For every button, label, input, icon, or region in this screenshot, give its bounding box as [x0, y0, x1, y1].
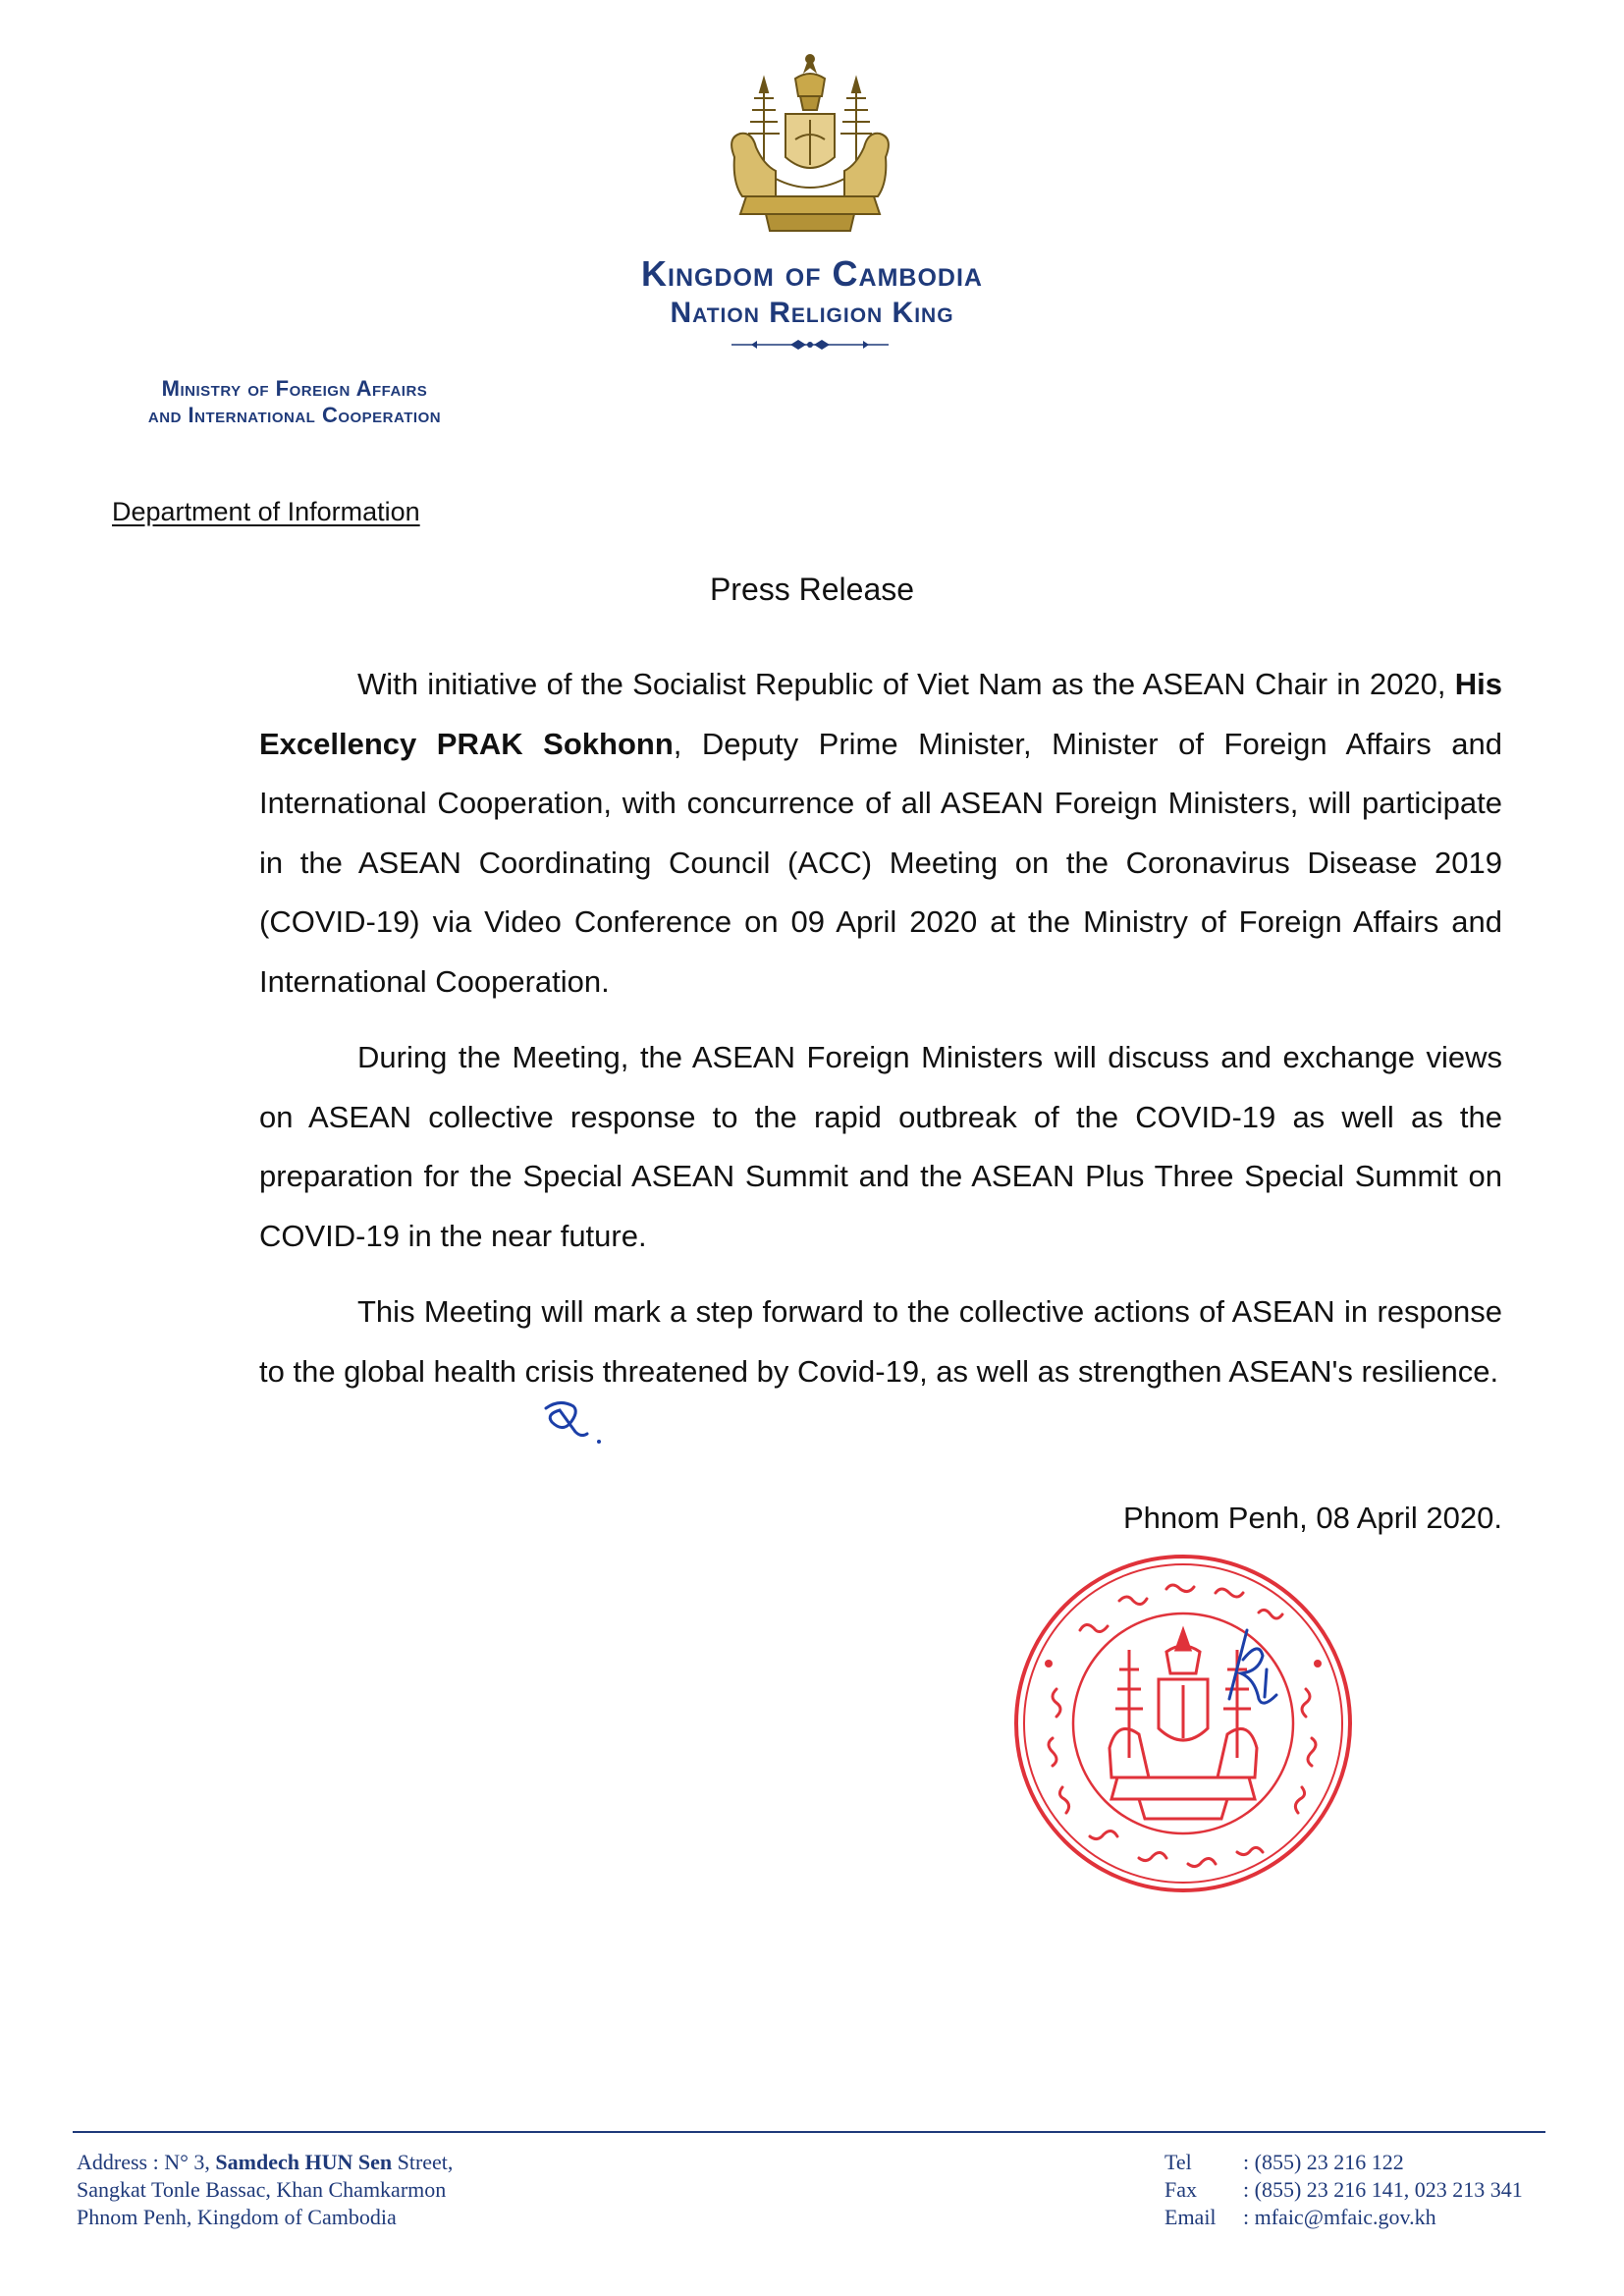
minister-name: His Excellency PRAK Sokhonn — [259, 667, 1502, 761]
paragraph-1-rest: , Deputy Prime Minister, Minister of Foreign Affairs and International Cooperation, with concurrence of all ASEAN Foreign Ministers, will participate in the ASEAN Coordinating Council (ACC) Meeting on the Coronavirus Disease 2019 (COVID-19) via Video Conference on 09 April 2020 at the Ministry of Foreign Affairs and International Cooperation. — [259, 726, 1502, 999]
national-motto: Nation Religion King — [670, 297, 954, 329]
paragraph-3-text: This Meeting will mark a step forward to the collective actions of ASEAN in response to the global health crisis threatened by Covid-19, as well as strengthen ASEAN's resilience. — [259, 1294, 1502, 1389]
paragraph-1 — [259, 655, 1502, 1011]
address-line-1 — [77, 2149, 666, 2176]
fax-label: Fax — [1164, 2177, 1197, 2202]
address-street-suffix: Street, — [392, 2150, 454, 2174]
email-value[interactable]: : mfaic@mfaic.gov.kh — [1243, 2205, 1436, 2229]
email-label: Email — [1164, 2205, 1217, 2229]
handwritten-initials — [540, 1394, 609, 1451]
tel-row — [1164, 2149, 1577, 2176]
fax-value: : (855) 23 216 141, 023 213 341 — [1243, 2177, 1523, 2202]
paragraph-1-lead: With initiative of the Socialist Republic of Viet Nam as the ASEAN Chair in 2020, — [357, 667, 1455, 701]
paragraph-3 — [259, 1283, 1502, 1401]
fax-row — [1164, 2176, 1577, 2204]
place-and-date: Phnom Penh, 08 April 2020. — [1122, 1501, 1502, 1535]
address-prefix: Address : N° 3, — [77, 2150, 216, 2174]
royal-arms-emblem — [707, 49, 913, 241]
paragraph-2 — [259, 1028, 1502, 1266]
department-heading: Department of Information — [112, 497, 420, 526]
email-row — [1164, 2204, 1577, 2231]
paragraph-2-text: During the Meeting, the ASEAN Foreign Ministers will discuss and exchange views on ASEAN collective response to the rapid outbreak of the COVID-19 as well as the preparation for the Special ASEAN Summit and the ASEAN Plus Three Special Summit on COVID-19 in the near future. — [259, 1040, 1502, 1253]
official-seal — [1001, 1542, 1365, 1905]
ministry-name-line2: and International Cooperation — [147, 403, 442, 427]
footer-address — [77, 2149, 666, 2231]
tel-label: Tel — [1164, 2150, 1192, 2174]
divider-ornament — [731, 338, 889, 352]
address-line-3: Phnom Penh, Kingdom of Cambodia — [77, 2205, 397, 2229]
address-line-2: Sangkat Tonle Bassac, Khan Chamkarmon — [77, 2177, 447, 2202]
document-title: Press Release — [709, 572, 915, 607]
address-street-name: Samdech HUN Sen — [215, 2150, 393, 2174]
tel-value: : (855) 23 216 122 — [1243, 2150, 1404, 2174]
footer-contacts — [1164, 2149, 1577, 2231]
ministry-name-line1: Ministry of Foreign Affairs — [161, 376, 428, 401]
kingdom-title: Kingdom of Cambodia — [641, 253, 983, 294]
footer-divider — [73, 2131, 1545, 2133]
